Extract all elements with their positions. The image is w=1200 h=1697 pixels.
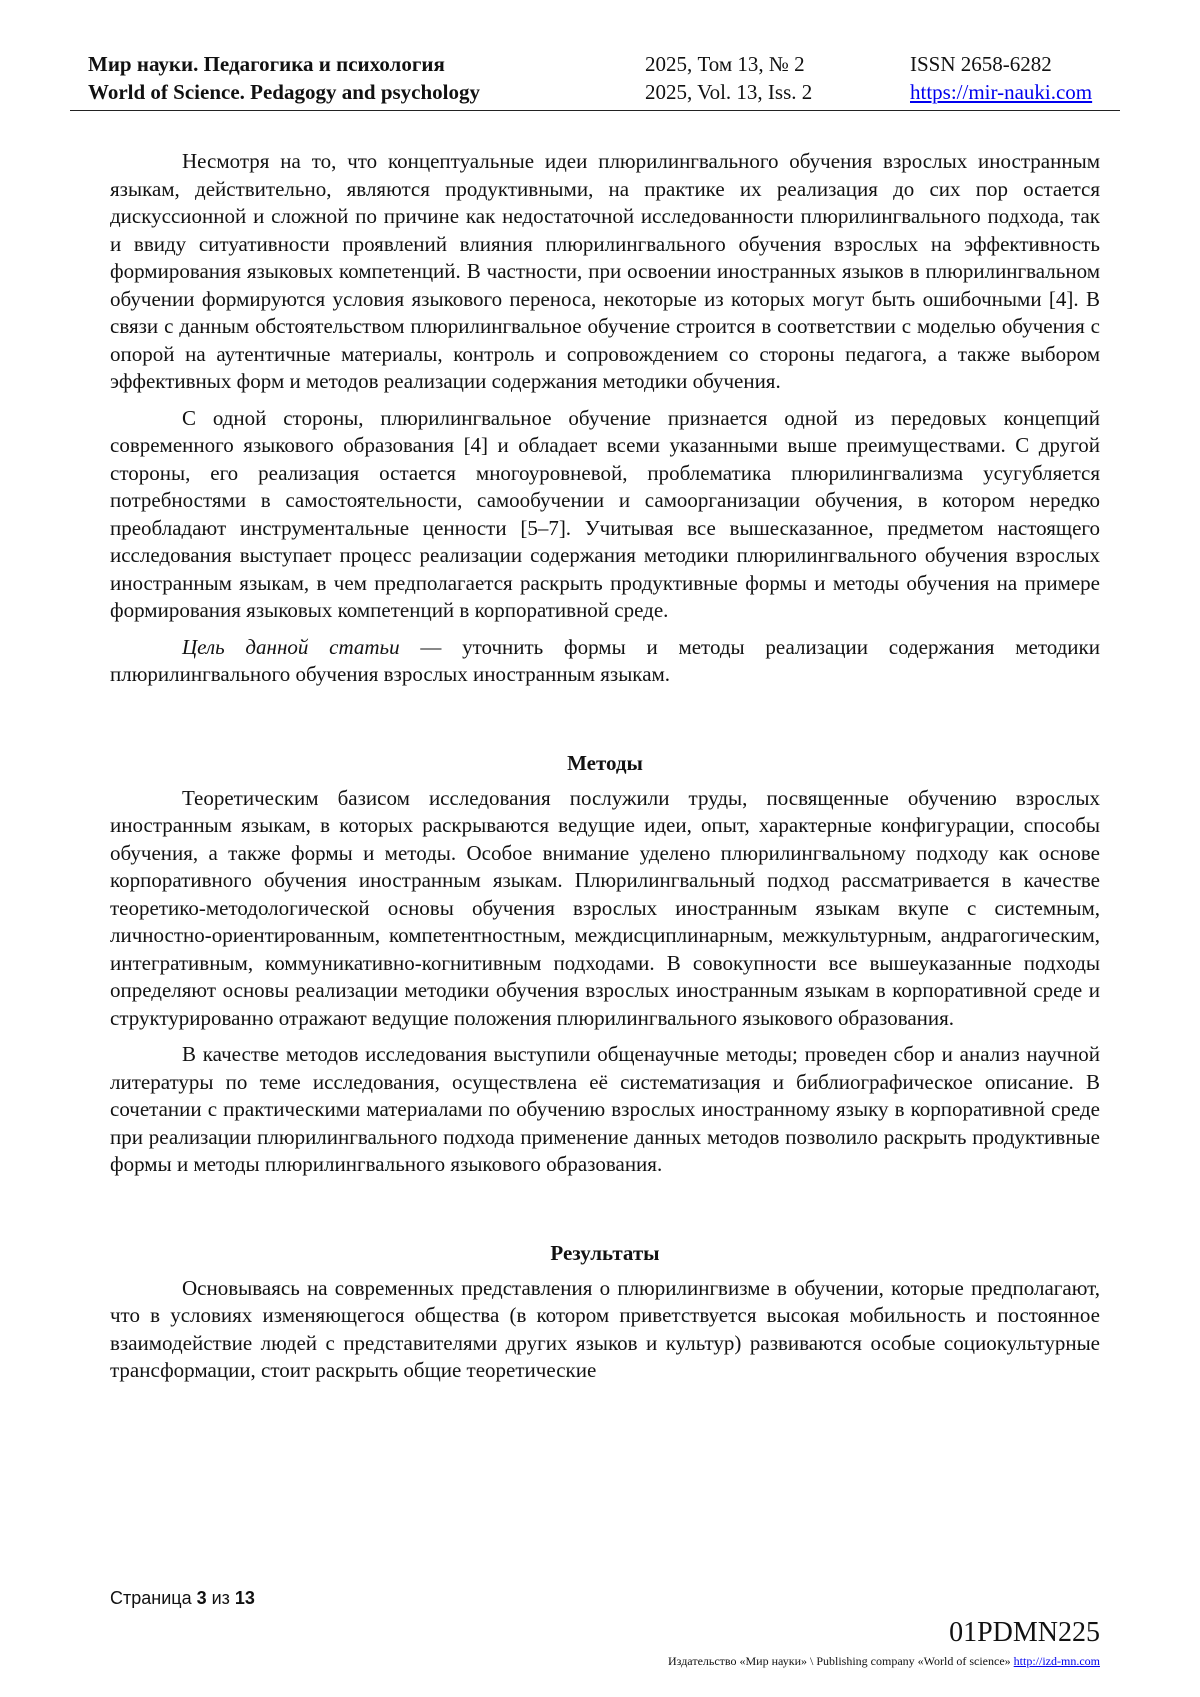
issue-en: 2025, Vol. 13, Iss. 2	[645, 80, 813, 104]
journal-title-en: World of Science. Pedagogy and psychology	[88, 80, 481, 104]
total-pages: 13	[234, 1588, 255, 1608]
issue-info	[645, 50, 812, 106]
publisher-url-link[interactable]: http://izd-mn.com	[1013, 1654, 1100, 1668]
intro-paragraph-1: Несмотря на то, что концептуальные идеи плюрилингвального обучения взрослых иностранным языкам, действительно, являются продуктивными, на практике их реализация до сих пор остается дискуссионной и сложной по причине как недостаточной исследованности плюрилингвального подхода, так и ввиду ситуативности проявлений влияния плюрилингвального обучения взрослых на эффективность формирования языковых компетенций. В частности, при освоении иностранных языков в плюрилингвальном обучении формируются условия языкового переноса, некоторые из которых могут быть ошибочными [4]. В связи с данным обстоятельством плюрилингвальное обучение строится в соответствии с моделью обучения с опорой на аутентичные материалы, контроль и сопровождением со стороны педагога, а также выбором эффективных форм и методов реализации содержания методики обучения.	[110, 149, 1100, 393]
results-heading: Результаты	[550, 1240, 660, 1265]
article-body	[110, 148, 1100, 1394]
journal-url-link[interactable]: https://mir-nauki.com	[910, 80, 1093, 104]
page-number: Страница 3 из 13	[110, 1588, 255, 1608]
journal-title-ru: Мир науки. Педагогика и психология	[88, 52, 445, 76]
aim-label: Цель данной статьи	[182, 634, 400, 659]
methods-paragraph-2: В качестве методов исследования выступили общенаучные методы; проведен сбор и анализ научной литературы по теме исследования, осуществлена её систематизация и библиографическое описание. В сочетании с практическими материалами по обучению взрослых иностранному языку в корпоративной среде при реализации плюрилингвального подхода применение данных методов позволило раскрыть продуктивные формы и методы плюрилингвального языкового образования.	[110, 1042, 1100, 1176]
header-divider	[70, 110, 1120, 111]
methods-heading: Методы	[567, 750, 643, 775]
issn: ISSN 2658-6282	[910, 52, 1052, 76]
intro-paragraph-2: С одной стороны, плюрилингвальное обучение признается одной из передовых концепций современного языкового образования [4] и обладает всеми указанными выше преимуществами. С другой стороны, его реализация остается многоуровневой, проблематика плюрилингвализма усугубляется потребностями в самостоятельности, самообучении и самоорганизации обучения, в котором нередко преобладают инструментальные ценности [5–7]. Учитывая все вышесказанное, предметом настоящего исследования выступает процесс реализации содержания методики плюрилингвального обучения взрослых иностранным языкам, в чем предполагается раскрыть продуктивные формы и методы обучения на примере формирования языковых компетенций в корпоративной среде.	[110, 405, 1100, 622]
current-page: 3	[196, 1588, 207, 1608]
methods-paragraph-1: Теоретическим базисом исследования послужили труды, посвященные обучению взрослых иностранным языкам, в которых раскрываются ведущие идеи, опыт, характерные конфигурации, способы обучения, а также формы и методы. Особое внимание уделено плюрилингвальному подходу как основе корпоративного обучения иностранным языкам. Плюрилингвальный подход рассматривается в качестве теоретико-методологической основы обучения взрослых иностранным языкам вкупе с системным, личностно-ориентированным, компетентностным, междисциплинарным, межкультурным, андрагогическим, интегративным, коммуникативно-когнитивным подходами. В совокупности все вышеуказанные подходы определяют основы реализации методики обучения взрослых иностранным языкам в корпоративной среде и структурированно отражают ведущие положения плюрилингвального языкового образования.	[110, 785, 1100, 1030]
journal-title	[88, 50, 480, 106]
issn-block	[910, 50, 1092, 106]
publisher-line	[668, 1654, 1100, 1669]
document-code: 01PDMN225	[949, 1617, 1100, 1648]
intro-paragraph-3	[110, 634, 1100, 689]
issue-ru: 2025, Том 13, № 2	[645, 52, 805, 76]
aim-text: — уточнить формы и методы реализации содержания методики плюрилингвального обучения взрослых иностранным языкам.	[110, 634, 1100, 686]
publisher-text: Издательство «Мир науки» \ Publishing company «World of science»	[668, 1654, 1014, 1668]
results-paragraph-1: Основываясь на современных представления о плюрилингвизме в обучении, которые предполагают, что в условиях изменяющегося общества (в котором приветствуется высокая мобильность и постоянное взаимодействие людей с представителями других языков и культур) развиваются особые социокультурные трансформации, стоит раскрыть общие теоретические	[110, 1275, 1100, 1382]
